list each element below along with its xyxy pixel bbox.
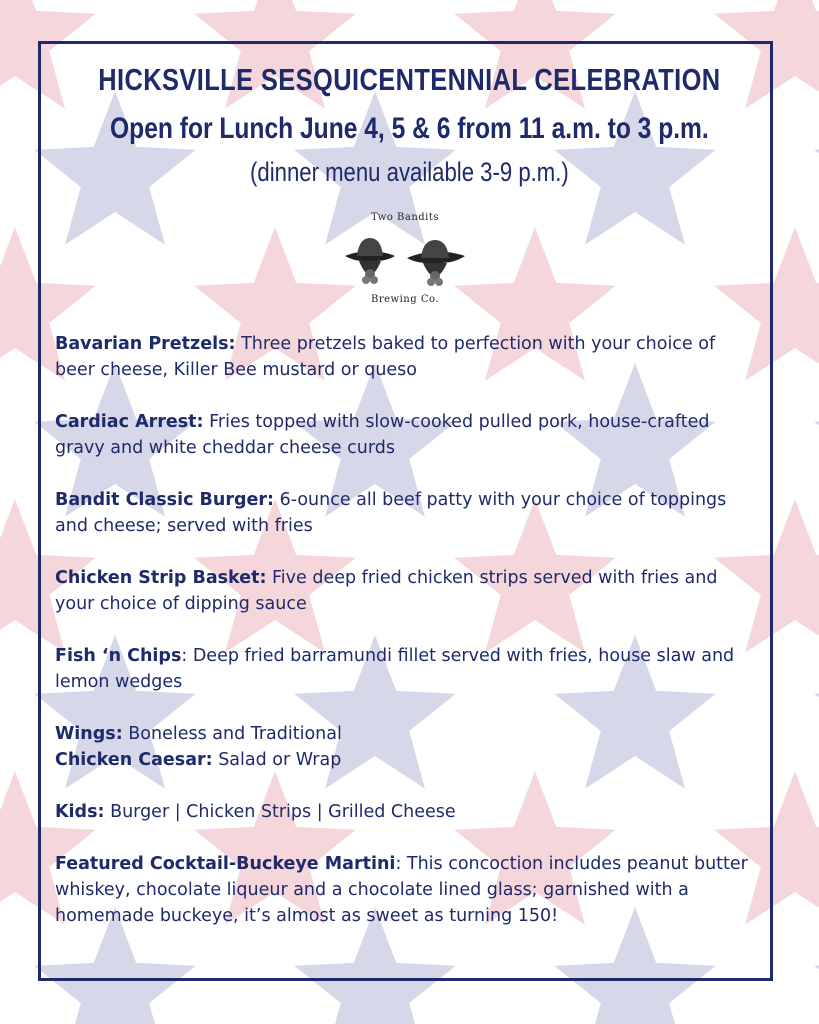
menu-item xyxy=(55,409,760,461)
item-name: Featured Cocktail-Buckeye Martini xyxy=(55,854,396,874)
lunch-hours: Open for Lunch June 4, 5 & 6 from 11 a.m. to 3 p.m. xyxy=(110,112,709,145)
star-shape xyxy=(814,363,819,517)
menu-item xyxy=(55,565,760,617)
brewery-logo xyxy=(330,212,480,312)
menu-item xyxy=(55,643,760,695)
item-desc: : This concoction includes peanut butter whiskey, chocolate liqueur and a chocolate lined glass; garnished with a homemade buckeye, it’s almost as sweet as turning 150! xyxy=(55,854,748,926)
menu-item xyxy=(55,721,760,747)
menu-item xyxy=(55,799,760,825)
item-desc: 6-ounce all beef patty with your choice of toppings and cheese; served with fries xyxy=(55,490,727,536)
menu-item xyxy=(55,331,760,383)
item-name: Chicken Caesar: xyxy=(55,750,213,770)
item-desc: Fries topped with slow-cooked pulled pork, house-crafted gravy and white cheddar cheese curds xyxy=(55,412,710,458)
star-shape xyxy=(814,907,819,1024)
item-desc: Five deep fried chicken strips served with fries and your choice of dipping sauce xyxy=(55,568,718,614)
item-name: Chicken Strip Basket: xyxy=(55,568,267,588)
item-name: Wings: xyxy=(55,724,123,744)
dinner-note: (dinner menu available 3-9 p.m.) xyxy=(250,157,569,187)
star-shape xyxy=(814,635,819,789)
item-name: Fish ‘n Chips xyxy=(55,646,182,666)
item-desc: Three pretzels baked to perfection with your choice of beer cheese, Killer Bee mustard or queso xyxy=(55,334,716,380)
bandits-hat-icon xyxy=(335,228,475,294)
item-desc: Burger | Chicken Strips | Grilled Cheese xyxy=(104,802,456,822)
event-title: HICKSVILLE SESQUICENTENNIAL CELEBRATION xyxy=(98,62,721,97)
menu-list xyxy=(55,331,760,955)
logo-top-text: Two Bandits xyxy=(370,212,440,223)
menu-item xyxy=(55,747,760,773)
star-shape xyxy=(814,91,819,245)
item-name: Bandit Classic Burger: xyxy=(55,490,274,510)
item-name: Cardiac Arrest: xyxy=(55,412,204,432)
item-desc: : Deep fried barramundi fillet served with fries, house slaw and lemon wedges xyxy=(55,646,735,692)
menu-item xyxy=(55,851,760,929)
item-name: Bavarian Pretzels: xyxy=(55,334,236,354)
item-desc: Boneless and Traditional xyxy=(122,724,342,744)
logo-bottom-text: Brewing Co. xyxy=(371,294,439,305)
item-desc: Salad or Wrap xyxy=(212,750,342,770)
menu-item xyxy=(55,487,760,539)
item-name: Kids: xyxy=(55,802,105,822)
